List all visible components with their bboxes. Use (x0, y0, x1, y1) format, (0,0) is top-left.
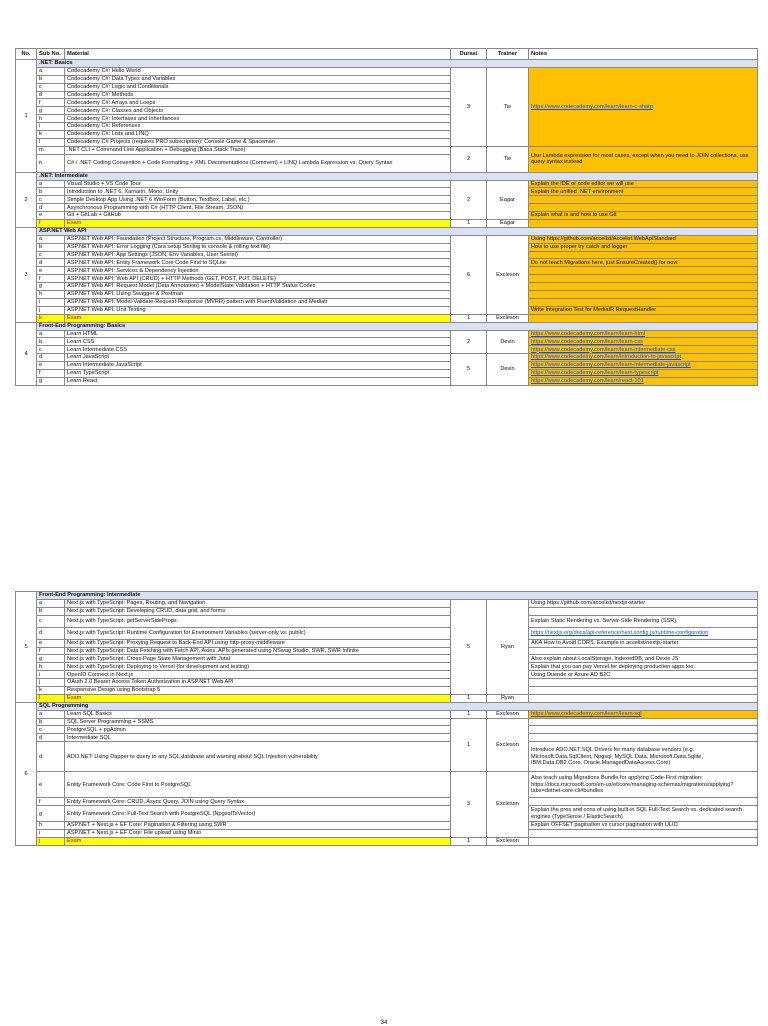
notes-cell (529, 718, 758, 726)
section-number: 1 (16, 60, 37, 173)
material-cell: C# / .NET Coding Convention + Code Formatting + XML Documentations (Comment) + LINQ Lambda Expression vs. Query Syntax (65, 154, 451, 172)
sub-number: d (37, 742, 65, 772)
notes-cell (529, 679, 758, 687)
sub-number: c (37, 615, 65, 627)
table-row (16, 377, 758, 385)
sub-number: g (37, 806, 65, 822)
section-title: ASP.NET Web API (37, 227, 758, 235)
notes-cell: Explain what is and how to use Git (529, 212, 758, 220)
table-row (16, 67, 758, 75)
sub-number: f (37, 798, 65, 806)
section-title: SQL Programming (37, 702, 758, 710)
notes-cell: Also teach using Migrations Bundle for applying Code-First migration: https://docs.microsoft.com/en-us/ef/core/managing-schemas/migrations/applying?tabs=dotnet-core-cli#bundles (529, 772, 758, 798)
material-cell: Next.js with TypeScript: Deploying to Vercel (for development and testing) (65, 663, 451, 671)
table-row (16, 772, 758, 798)
notes-link[interactable]: https://www.codecademy.com/learn/react-101 (529, 377, 758, 385)
sub-number: f (37, 275, 65, 283)
sub-number: f (37, 369, 65, 377)
notes-cell: Write Integration Test for MediatR RequestHandler (529, 306, 758, 314)
header-no: No. (16, 49, 37, 60)
material-cell: OpenID Connect in Next.js (65, 671, 451, 679)
sub-number: d (37, 354, 65, 362)
notes-cell: AKA How to Avoid CORS. Example in accelist/nextjs-starter (529, 639, 758, 647)
durasi-cell: 1 (451, 220, 487, 228)
material-cell: Learn TypeScript (65, 369, 451, 377)
exam-label: Exam (65, 314, 451, 322)
durasi-cell: 1 (451, 314, 487, 322)
sub-number: h (37, 663, 65, 671)
notes-cell: Also explain about LocalStorage, IndexedDB, and Dexie JS (529, 655, 758, 663)
section-title: Front-End Programming: Intermediate (37, 592, 758, 600)
trainer-cell: Ryan (487, 694, 529, 702)
material-cell: Next.js with TypeScript: Data Fetching with Fetch API, Axios, APIs generated using NSwag Studio, SWR, SWR Infinite (65, 647, 451, 655)
trainer-cell: Excleson (487, 718, 529, 772)
notes-cell (529, 267, 758, 275)
material-cell: Next.js with TypeScript: Proxying Request to Back-End API using http-proxy-middleware (65, 639, 451, 647)
material-cell: Entity Framework Core: Full-Text Search with PostgreSQL (NpgsqlTsVector) (65, 806, 451, 822)
material-cell: Next.js with TypeScript: Cross-Page State Management with Jotai (65, 655, 451, 663)
durasi-cell: 2 (451, 146, 487, 172)
material-cell: ADO.NET: Using Dapper to query to any SQL database and warning about SQL Injection vulnerability (65, 742, 451, 772)
durasi-cell: 1 (451, 694, 487, 702)
table-row (16, 204, 758, 212)
material-cell: Codecademy C#: Arrays and Loops (65, 99, 451, 107)
sub-number: a (37, 180, 65, 188)
material-cell: Asynchronous Programming with C# (HTTP Client, File Stream, JSON) (65, 204, 451, 212)
trainer-cell: Tie (487, 67, 529, 146)
table-row (16, 146, 758, 154)
sub-number: e (37, 267, 65, 275)
section-title: .NET: Intermediate (37, 172, 758, 180)
material-cell: Learn JavaScript (65, 354, 451, 362)
notes-cell (529, 798, 758, 806)
notes-cell (529, 830, 758, 838)
sub-number: h (37, 291, 65, 299)
table-row (16, 275, 758, 283)
notes-cell: Using https://github.com/accelist/nextjs-starter (529, 599, 758, 607)
exam-label: Exam (65, 220, 451, 228)
table-row (16, 196, 758, 204)
section-number: 2 (16, 172, 37, 227)
table-row (16, 212, 758, 220)
exam-row (16, 837, 758, 845)
material-cell: ASP.NET Web API: Model-Validate-Request-Response (MVRR) pattern with FluentValidation and Mediatr (65, 298, 451, 306)
notes-cell: Explain the pros and cons of using built-in SQL Full-Text Search vs. dedicated search engines (TypeSense / ElasticSearch) (529, 806, 758, 822)
material-cell: Codecademy C#: Logic and Conditionals (65, 83, 451, 91)
durasi-cell: 2 (451, 330, 487, 354)
material-cell: ASP.NET Web API: Entity Framework Core Code First to SQLite (65, 259, 451, 267)
notes-link[interactable]: https://www.codecademy.com/learn/learn-html (529, 330, 758, 338)
sub-number: e (37, 639, 65, 647)
header-sub-no: Sub No. (37, 49, 65, 60)
material-cell: Codecademy C#: Data Types and Variables (65, 75, 451, 83)
trainer-cell: Eagar (487, 220, 529, 228)
notes-cell (529, 726, 758, 734)
trainer-cell: Eagar (487, 180, 529, 219)
sub-number: n (37, 154, 65, 172)
sub-number: c (37, 726, 65, 734)
notes-link[interactable]: https://www.codecademy.com/learn/learn-sql (529, 710, 758, 718)
section-header-row (16, 172, 758, 180)
sub-number: c (37, 346, 65, 354)
table-row (16, 734, 758, 742)
sub-number: i (37, 830, 65, 838)
sub-number: k (37, 687, 65, 695)
sub-number: a (37, 599, 65, 607)
sub-number: d (37, 734, 65, 742)
table-row (16, 663, 758, 671)
table-row (16, 798, 758, 806)
durasi-cell: 1 (451, 718, 487, 772)
material-cell: Codecademy C#: Interfaces and Inheritances (65, 115, 451, 123)
sub-number: l (37, 694, 65, 702)
material-cell: ASP.NET Web API: Services & Dependency Injection (65, 267, 451, 275)
notes-cell: Using https://github.com/accelist/Accelist.WebApiStandard (529, 235, 758, 243)
notes-cell: Use Lambda expression for most cases, except when you need to JOIN collections, use query syntax instead (529, 146, 758, 172)
trainer-cell: Devin (487, 330, 529, 354)
material-cell: Codecademy C# Projects (requires PRO subscription): Console Game & Spaceman (65, 138, 451, 146)
section-number: 3 (16, 227, 37, 322)
section-title: Front-End Programming: Basics (37, 322, 758, 330)
material-cell: Learn React (65, 377, 451, 385)
table-row (16, 338, 758, 346)
sub-number: c (37, 251, 65, 259)
material-cell: PostgreSQL + pgAdmin (65, 726, 451, 734)
sub-number: h (37, 822, 65, 830)
sub-number: i (37, 298, 65, 306)
trainer-cell: Excleson (487, 314, 529, 322)
notes-cell: Explain OFFSET pagination vs cursor pagination with ULID (529, 822, 758, 830)
table-row (16, 291, 758, 299)
section-1 (16, 60, 758, 173)
durasi-cell: 5 (451, 599, 487, 694)
sub-number: k (37, 314, 65, 322)
table-row (16, 710, 758, 718)
notes-cell: Using Duende or Azure AD B2C (529, 671, 758, 679)
table-row (16, 267, 758, 275)
material-cell: Learn CSS (65, 338, 451, 346)
section-header-row (16, 322, 758, 330)
notes-cell: Do not teach Migrations here, just EnsureCreated() for now (529, 259, 758, 267)
header-trainer: Trainer (487, 49, 529, 60)
durasi-cell: 3 (451, 67, 487, 146)
table-row (16, 599, 758, 607)
material-cell: Learn HTML (65, 330, 451, 338)
table-row (16, 180, 758, 188)
material-cell: Intermediate SQL (65, 734, 451, 742)
sub-number: f (37, 220, 65, 228)
sub-number: a (37, 235, 65, 243)
sub-number: d (37, 627, 65, 639)
durasi-cell: 1 (451, 837, 487, 845)
trainer-cell: Excleson (487, 837, 529, 845)
table-row (16, 627, 758, 639)
curriculum-table-bottom (15, 591, 758, 846)
section-5 (16, 592, 758, 703)
sub-number: e (37, 362, 65, 370)
material-cell: ASP.NET Web API: Error Logging (Cara setup Serilog to console & rolling text file) (65, 243, 451, 251)
sub-number: b (37, 607, 65, 615)
notes-link[interactable]: https://www.codecademy.com/learn/introduction-to-javascript (529, 354, 758, 362)
header-notes: Notes (529, 49, 758, 60)
table-row (16, 726, 758, 734)
section-header-row (16, 60, 758, 68)
notes-cell (529, 283, 758, 291)
material-cell: Learn Intermediate JavaScript (65, 362, 451, 370)
notes-cell (529, 314, 758, 322)
table-row (16, 615, 758, 627)
table-row (16, 259, 758, 267)
material-cell: Git + GitLab + GitHub (65, 212, 451, 220)
section-2 (16, 172, 758, 227)
table-row (16, 306, 758, 314)
table-row (16, 639, 758, 647)
sub-number: b (37, 188, 65, 196)
header-row (16, 49, 758, 60)
section-number: 4 (16, 322, 37, 385)
notes-cell (529, 204, 758, 212)
section-6 (16, 702, 758, 845)
material-cell: .NET CLI + Command Line Application + Debugging (Baca Stack Trace) (65, 146, 451, 154)
section-title: .NET: Basics (37, 60, 758, 68)
exam-label: Exam (65, 837, 451, 845)
table-row (16, 742, 758, 772)
notes-link[interactable]: https://nextjs.org/docs/api-reference/next.config.js/runtime-configuration (529, 627, 758, 639)
material-cell: OAuth 2.0 Bearer Access Token Authorization in ASP.NET Web API (65, 679, 451, 687)
notes-link[interactable]: https://www.codecademy.com/learn/learn-c-sharp (529, 67, 758, 146)
material-cell: Responsive Design using Bootstrap 5 (65, 687, 451, 695)
section-number: 5 (16, 592, 37, 703)
sub-number: h (37, 115, 65, 123)
sub-number: b (37, 75, 65, 83)
durasi-cell: 1 (451, 710, 487, 718)
sub-number: b (37, 718, 65, 726)
material-cell: Codecademy C#: References (65, 123, 451, 131)
sub-number: i (37, 671, 65, 679)
header-durasi: Durasi (451, 49, 487, 60)
table-row (16, 243, 758, 251)
sub-number: b (37, 338, 65, 346)
sub-number: b (37, 243, 65, 251)
durasi-cell: 2 (451, 180, 487, 219)
notes-cell (529, 694, 758, 702)
table-row (16, 346, 758, 354)
durasi-cell: 5 (451, 354, 487, 386)
table-row (16, 830, 758, 838)
material-cell: ASP.NET Web API: Unit Testing (65, 306, 451, 314)
durasi-cell: 3 (451, 772, 487, 838)
table-row (16, 235, 758, 243)
table-row (16, 671, 758, 679)
material-cell: Next.js with TypeScript: Developing CRUD, data grid, and forms (65, 607, 451, 615)
table-row (16, 369, 758, 377)
table-row (16, 607, 758, 615)
sub-number: i (37, 123, 65, 131)
sub-number: a (37, 710, 65, 718)
table-row (16, 283, 758, 291)
sub-number: d (37, 204, 65, 212)
table-row (16, 251, 758, 259)
material-cell: Codecademy C#: Classes and Objects (65, 107, 451, 115)
notes-cell (529, 291, 758, 299)
exam-row (16, 220, 758, 228)
trainer-cell: Tie (487, 146, 529, 172)
page-number: 34 (380, 1020, 388, 1026)
sub-number: g (37, 377, 65, 385)
material-cell: Codecademy C#: Methods (65, 91, 451, 99)
notes-link[interactable]: https://www.codecademy.com/learn/learn-css (529, 338, 758, 346)
notes-cell: How to use proper try catch and logger (529, 243, 758, 251)
table-row (16, 354, 758, 362)
material-cell: ASP.NET Web API: Using Swagger & Postman (65, 291, 451, 299)
notes-cell: Introduce ADO.NET SQL Drivers for many database vendors (e.g. Microsoft.Data.SqlClient, Npgsql, MySQL.Data, Microsoft.Data.Sqlite, IBM.Data.DB2.Core, Oracle.ManagedDataAccess.Core) (529, 742, 758, 772)
sub-number: c (37, 196, 65, 204)
sub-number: a (37, 67, 65, 75)
sub-number: g (37, 283, 65, 291)
notes-link[interactable]: https://www.codecademy.com/learn/learn-typescript (529, 369, 758, 377)
exam-row (16, 314, 758, 322)
notes-cell: Explain that you can pay Vercel for deploying production apps too. (529, 663, 758, 671)
sub-number: m (37, 146, 65, 154)
table-row (16, 822, 758, 830)
material-cell: Learn SQL Basics (65, 710, 451, 718)
table-row (16, 298, 758, 306)
notes-cell: Explain Static Rendering vs. Server-Side Rendering (SSR) (529, 615, 758, 627)
material-cell: ASP.NET Web API: Foundation (Project Structure, Program.cs, Middleware, Controller) (65, 235, 451, 243)
table-row (16, 647, 758, 655)
material-cell: ASP.NET Web API: Web API (CRUD) + HTTP Methods (GET, POST, PUT, DELETE) (65, 275, 451, 283)
trainer-cell: Excleson (487, 772, 529, 838)
material-cell: ASP.NET Web API: Request Model (Data Annotation) + ModelState Validation + HTTP Status Codes (65, 283, 451, 291)
material-cell: Visual Studio + VS Code Tour (65, 180, 451, 188)
durasi-cell: 6 (451, 235, 487, 314)
sub-number: k (37, 131, 65, 139)
material-cell: Next.js with TypeScript: getServerSideProps (65, 615, 451, 627)
notes-cell (529, 687, 758, 695)
curriculum-table-top (15, 48, 758, 386)
notes-cell: Explain the IDE or code editor we will use (529, 180, 758, 188)
sub-number: e (37, 772, 65, 798)
exam-label: Exam (65, 694, 451, 702)
notes-cell (529, 196, 758, 204)
section-number: 6 (16, 702, 37, 845)
sub-number: g (37, 107, 65, 115)
sub-number: c (37, 83, 65, 91)
table-row (16, 687, 758, 695)
sub-number: d (37, 259, 65, 267)
material-cell: ASP.NET + Next.js + EF Core: Pagination & Filtering using SWR (65, 822, 451, 830)
table-row (16, 362, 758, 370)
notes-cell (529, 837, 758, 845)
material-cell: ASP.NET Web API: App Settings (JSON, Env Variables, User Secret) (65, 251, 451, 259)
section-4 (16, 322, 758, 385)
section-3 (16, 227, 758, 322)
material-cell: Simple Desktop App Using .NET 6 WinForm (Button, TextBox, Label, etc.) (65, 196, 451, 204)
section-header-row (16, 592, 758, 600)
header-material: Material (65, 49, 451, 60)
sub-number: e (37, 212, 65, 220)
sub-number: f (37, 647, 65, 655)
table-row (16, 330, 758, 338)
notes-cell (529, 607, 758, 615)
table-row (16, 806, 758, 822)
notes-cell: Explain the unified .NET environment (529, 188, 758, 196)
trainer-cell: Ryan (487, 599, 529, 694)
trainer-cell: Devin (487, 354, 529, 386)
material-cell: SQL Server Programming + SSMS (65, 718, 451, 726)
sub-number: a (37, 330, 65, 338)
trainer-cell: Excleson (487, 710, 529, 718)
notes-cell (529, 220, 758, 228)
table-row (16, 679, 758, 687)
sub-number: d (37, 91, 65, 99)
material-cell: Codecademy C#: Hello World (65, 67, 451, 75)
material-cell: Introduction to .NET 6, Xamarin, Mono, Unity (65, 188, 451, 196)
sub-number: l (37, 138, 65, 146)
material-cell: ASP.NET + Next.js + EF Core: File upload using Minio (65, 830, 451, 838)
section-header-row (16, 702, 758, 710)
sub-number: j (37, 679, 65, 687)
sub-number: j (37, 306, 65, 314)
notes-cell (529, 251, 758, 259)
notes-cell (529, 298, 758, 306)
material-cell: Entity Framework Core: CRUD, Async Query, JOIN using Query Syntax (65, 798, 451, 806)
notes-cell (529, 647, 758, 655)
table-row (16, 188, 758, 196)
notes-cell (529, 275, 758, 283)
notes-link[interactable]: https://www.codecademy.com/learn/learn-intermediate-css (529, 346, 758, 354)
table-row (16, 718, 758, 726)
table-row (16, 655, 758, 663)
trainer-cell: Excleson (487, 235, 529, 314)
material-cell: Entity Framework Core: Code First to PostgreSQL (65, 772, 451, 798)
section-header-row (16, 227, 758, 235)
sub-number: j (37, 837, 65, 845)
sub-number: f (37, 99, 65, 107)
material-cell: Learn Intermediate CSS (65, 346, 451, 354)
exam-row (16, 694, 758, 702)
material-cell: Codecademy C#: Lists and LINQ (65, 131, 451, 139)
material-cell: Next.js with TypeScript: Pages, Routing, and Navigation (65, 599, 451, 607)
notes-link[interactable]: https://www.codecademy.com/learn/learn-intermediate-javascript (529, 362, 758, 370)
notes-cell (529, 734, 758, 742)
material-cell: Next.js with TypeScript: Runtime Configuration for Environment Variables (server-only vs. public) (65, 627, 451, 639)
sub-number: g (37, 655, 65, 663)
